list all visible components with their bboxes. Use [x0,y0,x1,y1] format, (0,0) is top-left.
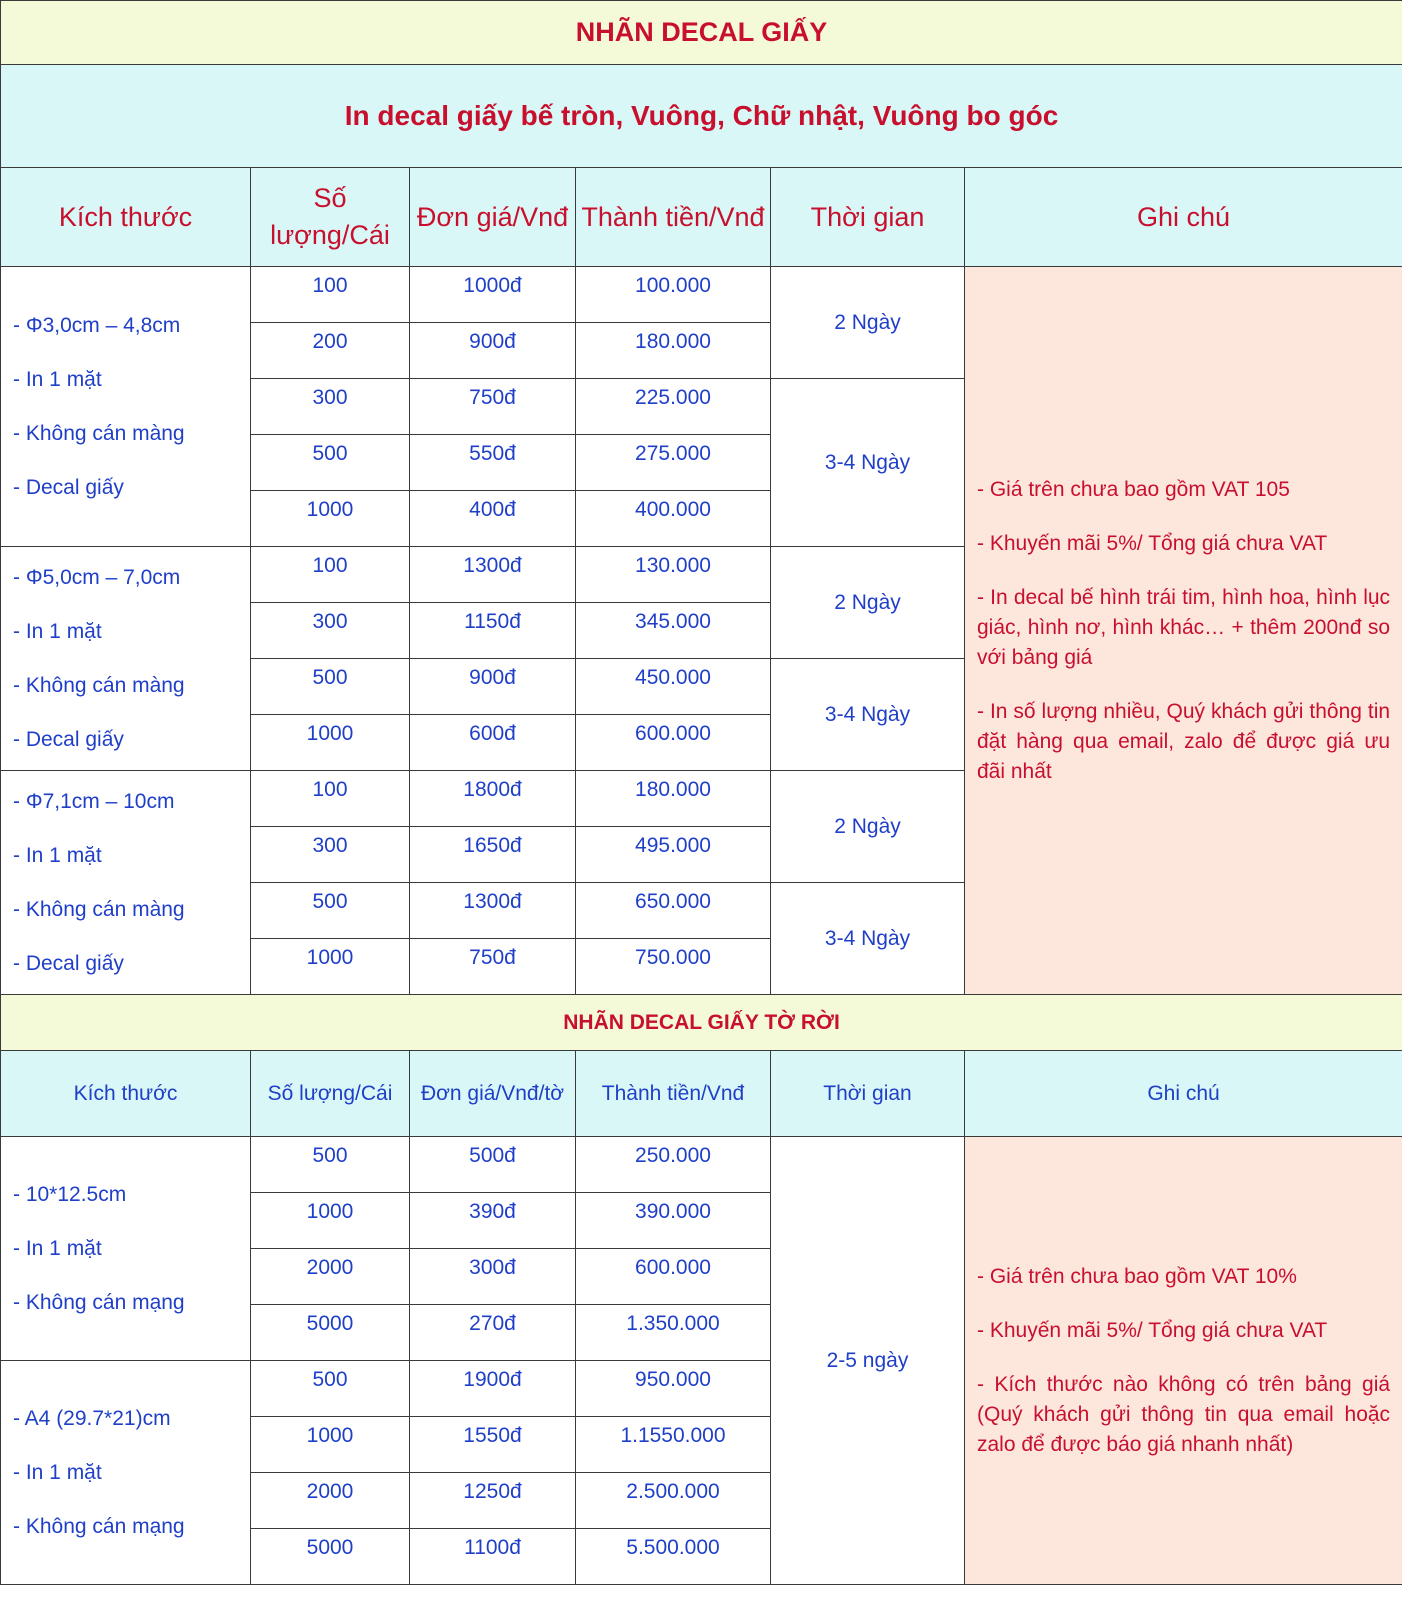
total-cell: 1.350.000 [576,1305,771,1361]
total-cell: 2.500.000 [576,1473,771,1529]
quantity-cell: 1000 [251,939,410,995]
col-header-total: Thành tiền/Vnđ [576,1051,771,1137]
size-spec-line: - Không cán màng [13,421,185,445]
quantity-cell: 500 [251,659,410,715]
quantity-cell: 500 [251,435,410,491]
size-spec-cell [1,1361,251,1585]
unit-price-cell: 900đ [410,659,576,715]
time-cell: 2-5 ngày [771,1137,965,1585]
unit-price-cell: 750đ [410,379,576,435]
size-spec-line: - Decal giấy [13,951,124,975]
unit-price-cell: 1100đ [410,1529,576,1585]
size-spec-line: - A4 (29.7*21)cm [13,1406,171,1430]
unit-price-cell: 1300đ [410,883,576,939]
total-cell: 130.000 [576,547,771,603]
time-cell: 2 Ngày [771,267,965,379]
unit-price-cell: 400đ [410,491,576,547]
size-spec-line: - In 1 mặt [13,367,102,391]
quantity-cell: 100 [251,547,410,603]
total-cell: 225.000 [576,379,771,435]
col-header-quantity: Số lượng/Cái [251,1051,410,1137]
total-cell: 250.000 [576,1137,771,1193]
quantity-cell: 500 [251,1361,410,1417]
quantity-cell: 500 [251,883,410,939]
note-line: - Giá trên chưa bao gồm VAT 105 [977,477,1290,501]
total-cell: 390.000 [576,1193,771,1249]
total-cell: 950.000 [576,1361,771,1417]
size-spec-line: - In 1 mặt [13,1236,102,1260]
unit-price-cell: 300đ [410,1249,576,1305]
col-header-note: Ghi chú [965,1051,1402,1137]
quantity-cell: 300 [251,379,410,435]
unit-price-cell: 550đ [410,435,576,491]
time-cell: 3-4 Ngày [771,659,965,771]
size-spec-line: - 10*12.5cm [13,1182,127,1206]
quantity-cell: 100 [251,267,410,323]
col-header-quantity: Số lượng/Cái [251,168,410,267]
total-cell: 180.000 [576,323,771,379]
col-header-unit-price: Đơn giá/Vnđ [410,168,576,267]
size-spec-line: - Không cán màng [13,673,185,697]
time-cell: 3-4 Ngày [771,379,965,547]
unit-price-cell: 1800đ [410,771,576,827]
quantity-cell: 200 [251,323,410,379]
col-header-unit-price: Đơn giá/Vnđ/tờ [410,1051,576,1137]
col-header-time: Thời gian [771,168,965,267]
table-row [1,267,1402,323]
unit-price-cell: 1550đ [410,1417,576,1473]
size-spec-line: - Decal giấy [13,727,124,751]
size-spec-line: - Φ3,0cm – 4,8cm [13,313,181,337]
unit-price-cell: 1150đ [410,603,576,659]
size-spec-line: - Không cán mạng [13,1290,185,1314]
quantity-cell: 100 [251,771,410,827]
page-title: NHÃN DECAL GIẤY [1,1,1402,65]
total-cell: 100.000 [576,267,771,323]
col-header-time: Thời gian [771,1051,965,1137]
note-cell [965,1137,1402,1585]
time-cell: 3-4 Ngày [771,883,965,995]
total-cell: 600.000 [576,1249,771,1305]
unit-price-cell: 500đ [410,1137,576,1193]
quantity-cell: 300 [251,827,410,883]
size-spec-line: - Không cán mạng [13,1514,185,1538]
total-cell: 180.000 [576,771,771,827]
size-spec-cell [1,1137,251,1361]
col-header-note: Ghi chú [965,168,1402,267]
total-cell: 495.000 [576,827,771,883]
unit-price-cell: 1900đ [410,1361,576,1417]
unit-price-cell: 600đ [410,715,576,771]
quantity-cell: 500 [251,1137,410,1193]
total-cell: 5.500.000 [576,1529,771,1585]
col-header-size: Kích thước [1,1051,251,1137]
quantity-cell: 1000 [251,491,410,547]
quantity-cell: 300 [251,603,410,659]
unit-price-cell: 750đ [410,939,576,995]
note-line: - In decal bế hình trái tim, hình hoa, hình lục giác, hình nơ, hình khác… + thêm 200nđ so với bảng giá [977,585,1391,669]
size-spec-cell [1,547,251,771]
quantity-cell: 1000 [251,715,410,771]
quantity-cell: 5000 [251,1305,410,1361]
quantity-cell: 5000 [251,1529,410,1585]
page-subtitle: In decal giấy bế tròn, Vuông, Chữ nhật, Vuông bo góc [1,65,1402,168]
unit-price-cell: 900đ [410,323,576,379]
size-spec-line: - Không cán màng [13,897,185,921]
unit-price-cell: 1300đ [410,547,576,603]
unit-price-cell: 390đ [410,1193,576,1249]
note-cell [965,267,1402,995]
note-line: - In số lượng nhiều, Quý khách gửi thông tin đặt hàng qua email, zalo để được giá ưu đãi nhất [977,699,1391,783]
total-cell: 650.000 [576,883,771,939]
size-spec-line: - Φ5,0cm – 7,0cm [13,565,181,589]
total-cell: 400.000 [576,491,771,547]
size-spec-line: - In 1 mặt [13,843,102,867]
time-cell: 2 Ngày [771,547,965,659]
quantity-cell: 1000 [251,1417,410,1473]
quantity-cell: 2000 [251,1249,410,1305]
total-cell: 750.000 [576,939,771,995]
total-cell: 600.000 [576,715,771,771]
col-header-size: Kích thước [1,168,251,267]
size-spec-line: - Φ7,1cm – 10cm [13,789,175,813]
note-line: - Giá trên chưa bao gồm VAT 10% [977,1264,1297,1288]
table-row [1,1137,1402,1193]
quantity-cell: 1000 [251,1193,410,1249]
size-spec-line: - In 1 mặt [13,619,102,643]
unit-price-cell: 1000đ [410,267,576,323]
size-spec-line: - Decal giấy [13,475,124,499]
size-spec-line: - In 1 mặt [13,1460,102,1484]
note-line: - Kích thước nào không có trên bảng giá (Quý khách gửi thông tin qua email hoặc zalo để được báo giá nhanh nhất) [977,1372,1391,1456]
total-cell: 1.1550.000 [576,1417,771,1473]
unit-price-cell: 1650đ [410,827,576,883]
size-spec-cell [1,267,251,547]
total-cell: 275.000 [576,435,771,491]
col-header-total: Thành tiền/Vnđ [576,168,771,267]
quantity-cell: 2000 [251,1473,410,1529]
time-cell: 2 Ngày [771,771,965,883]
total-cell: 345.000 [576,603,771,659]
total-cell: 450.000 [576,659,771,715]
unit-price-cell: 1250đ [410,1473,576,1529]
size-spec-cell [1,771,251,995]
note-line: - Khuyến mãi 5%/ Tổng giá chưa VAT [977,531,1328,555]
section-title: NHÃN DECAL GIẤY TỜ RỜI [1,995,1402,1051]
unit-price-cell: 270đ [410,1305,576,1361]
note-line: - Khuyến mãi 5%/ Tổng giá chưa VAT [977,1318,1328,1342]
